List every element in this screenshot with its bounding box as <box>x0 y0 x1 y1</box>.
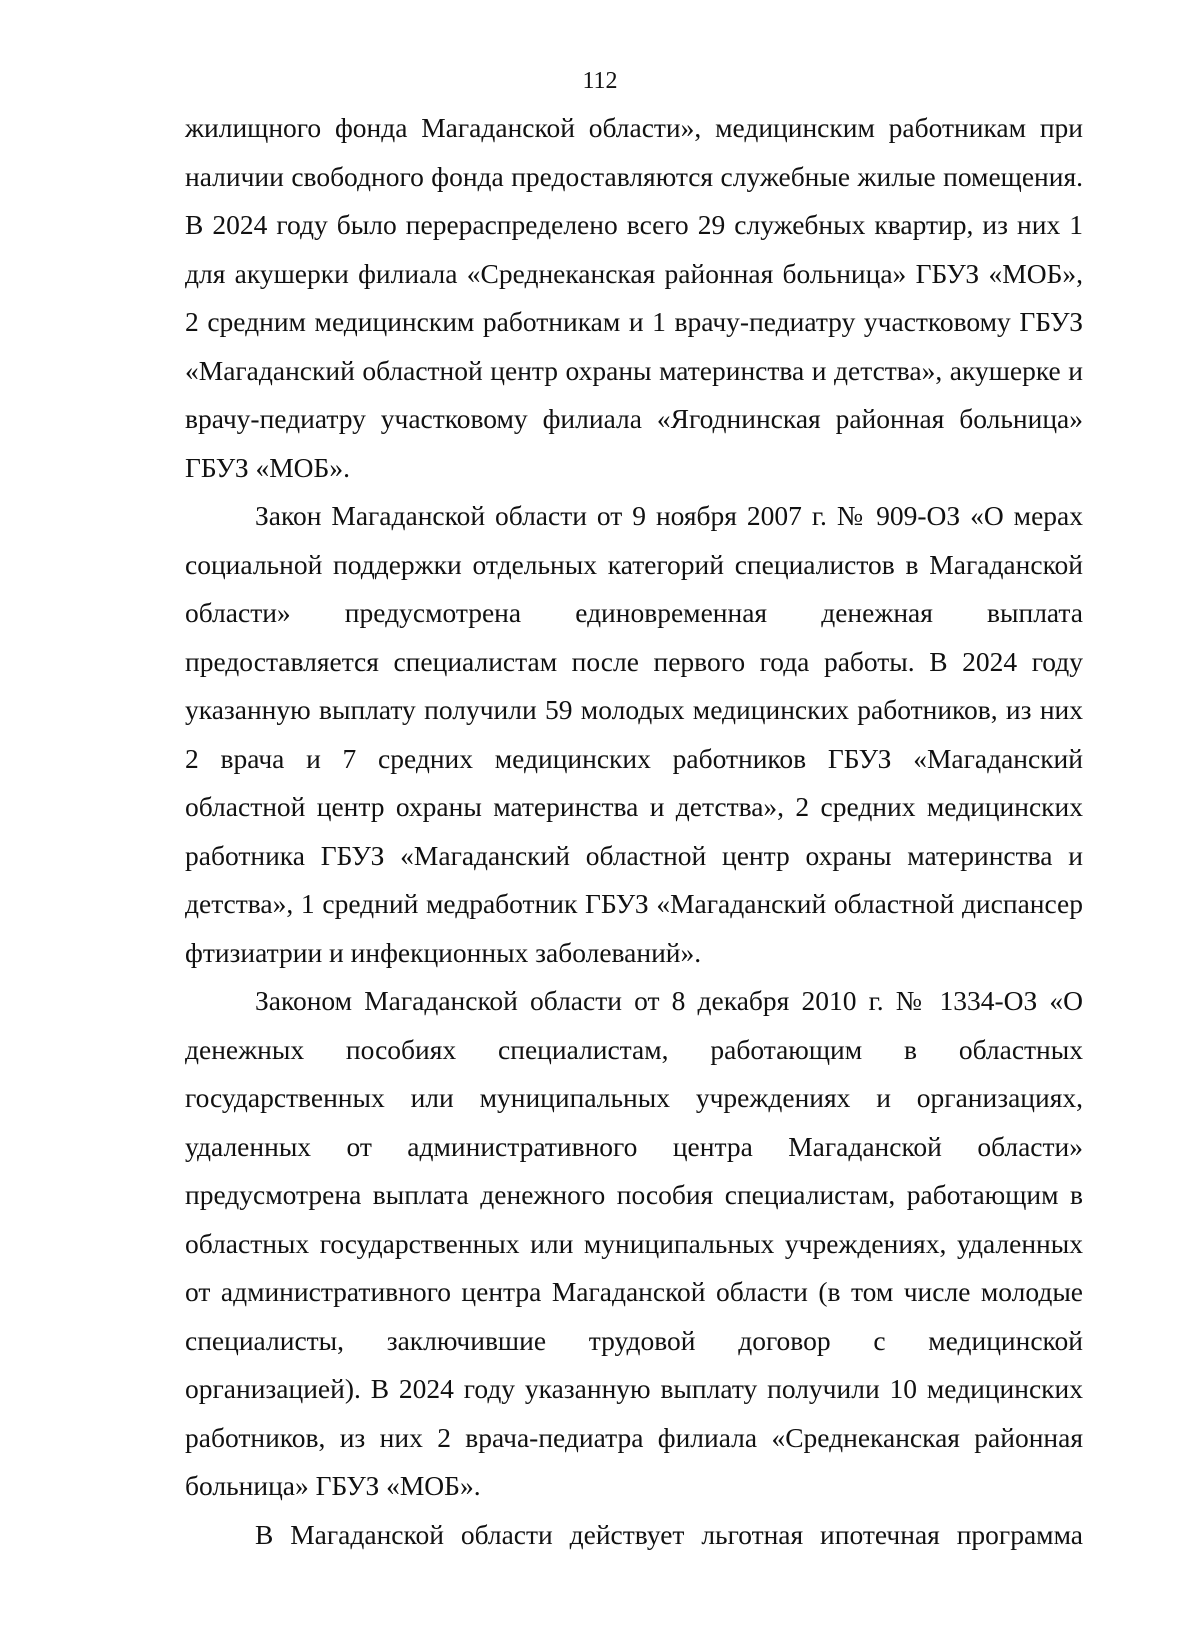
paragraph-law-909: Закон Магаданской области от 9 ноября 2007 г. № 909-ОЗ «О мерах социальной поддержки отдельных категорий специалистов в Магаданской области» предусмотрена единовременная денежная выплата предоставляется специалистам после первого года работы. В 2024 году указанную выплату получили 59 молодых медицинских работников, из них 2 врача и 7 средних медицинских работников ГБУЗ «Магаданский областной центр охраны материнства и детства», 2 средних медицинских работника ГБУЗ «Магаданский областной центр охраны материнства и детства», 1 средний медработник ГБУЗ «Магаданский областной диспансер фтизиатрии и инфекционных заболеваний». <box>185 500 1083 968</box>
page-number: 112 <box>582 68 618 94</box>
paragraph-housing: жилищного фонда Магаданской области», медицинским работникам при наличии свободного фонда предоставляются служебные жилые помещения. В 2024 году было перераспределено всего 29 служебных квартир, из них 1 для акушерки филиала «Среднеканская районная больница» ГБУЗ «МОБ», 2 средним медицинским работникам и 1 врачу-педиатру участковому ГБУЗ «Магаданский областной центр охраны материнства и детства», акушерке и врачу-педиатру участковому филиала «Ягоднинская районная больница» ГБУЗ «МОБ». <box>185 112 1083 483</box>
paragraph-law-1334: Законом Магаданской области от 8 декабря 2010 г. № 1334-ОЗ «О денежных пособиях специалистам, работающим в областных государственных или муниципальных учреждениях и организациях, удаленных от административного центра Магаданской области» предусмотрена выплата денежного пособия специалистам, работающим в областных государственных или муниципальных учреждениях, удаленных от административного центра Магаданской области (в том числе молодые специалисты, заключившие трудовой договор с медицинской организацией). В 2024 году указанную выплату получили 10 медицинских работников, из них 2 врача-педиатра филиала «Среднеканская районная больница» ГБУЗ «МОБ». <box>185 985 1083 1501</box>
paragraph-mortgage: В Магаданской области действует льготная ипотечная программа <box>255 1518 1083 1550</box>
document-body <box>185 104 1083 1559</box>
